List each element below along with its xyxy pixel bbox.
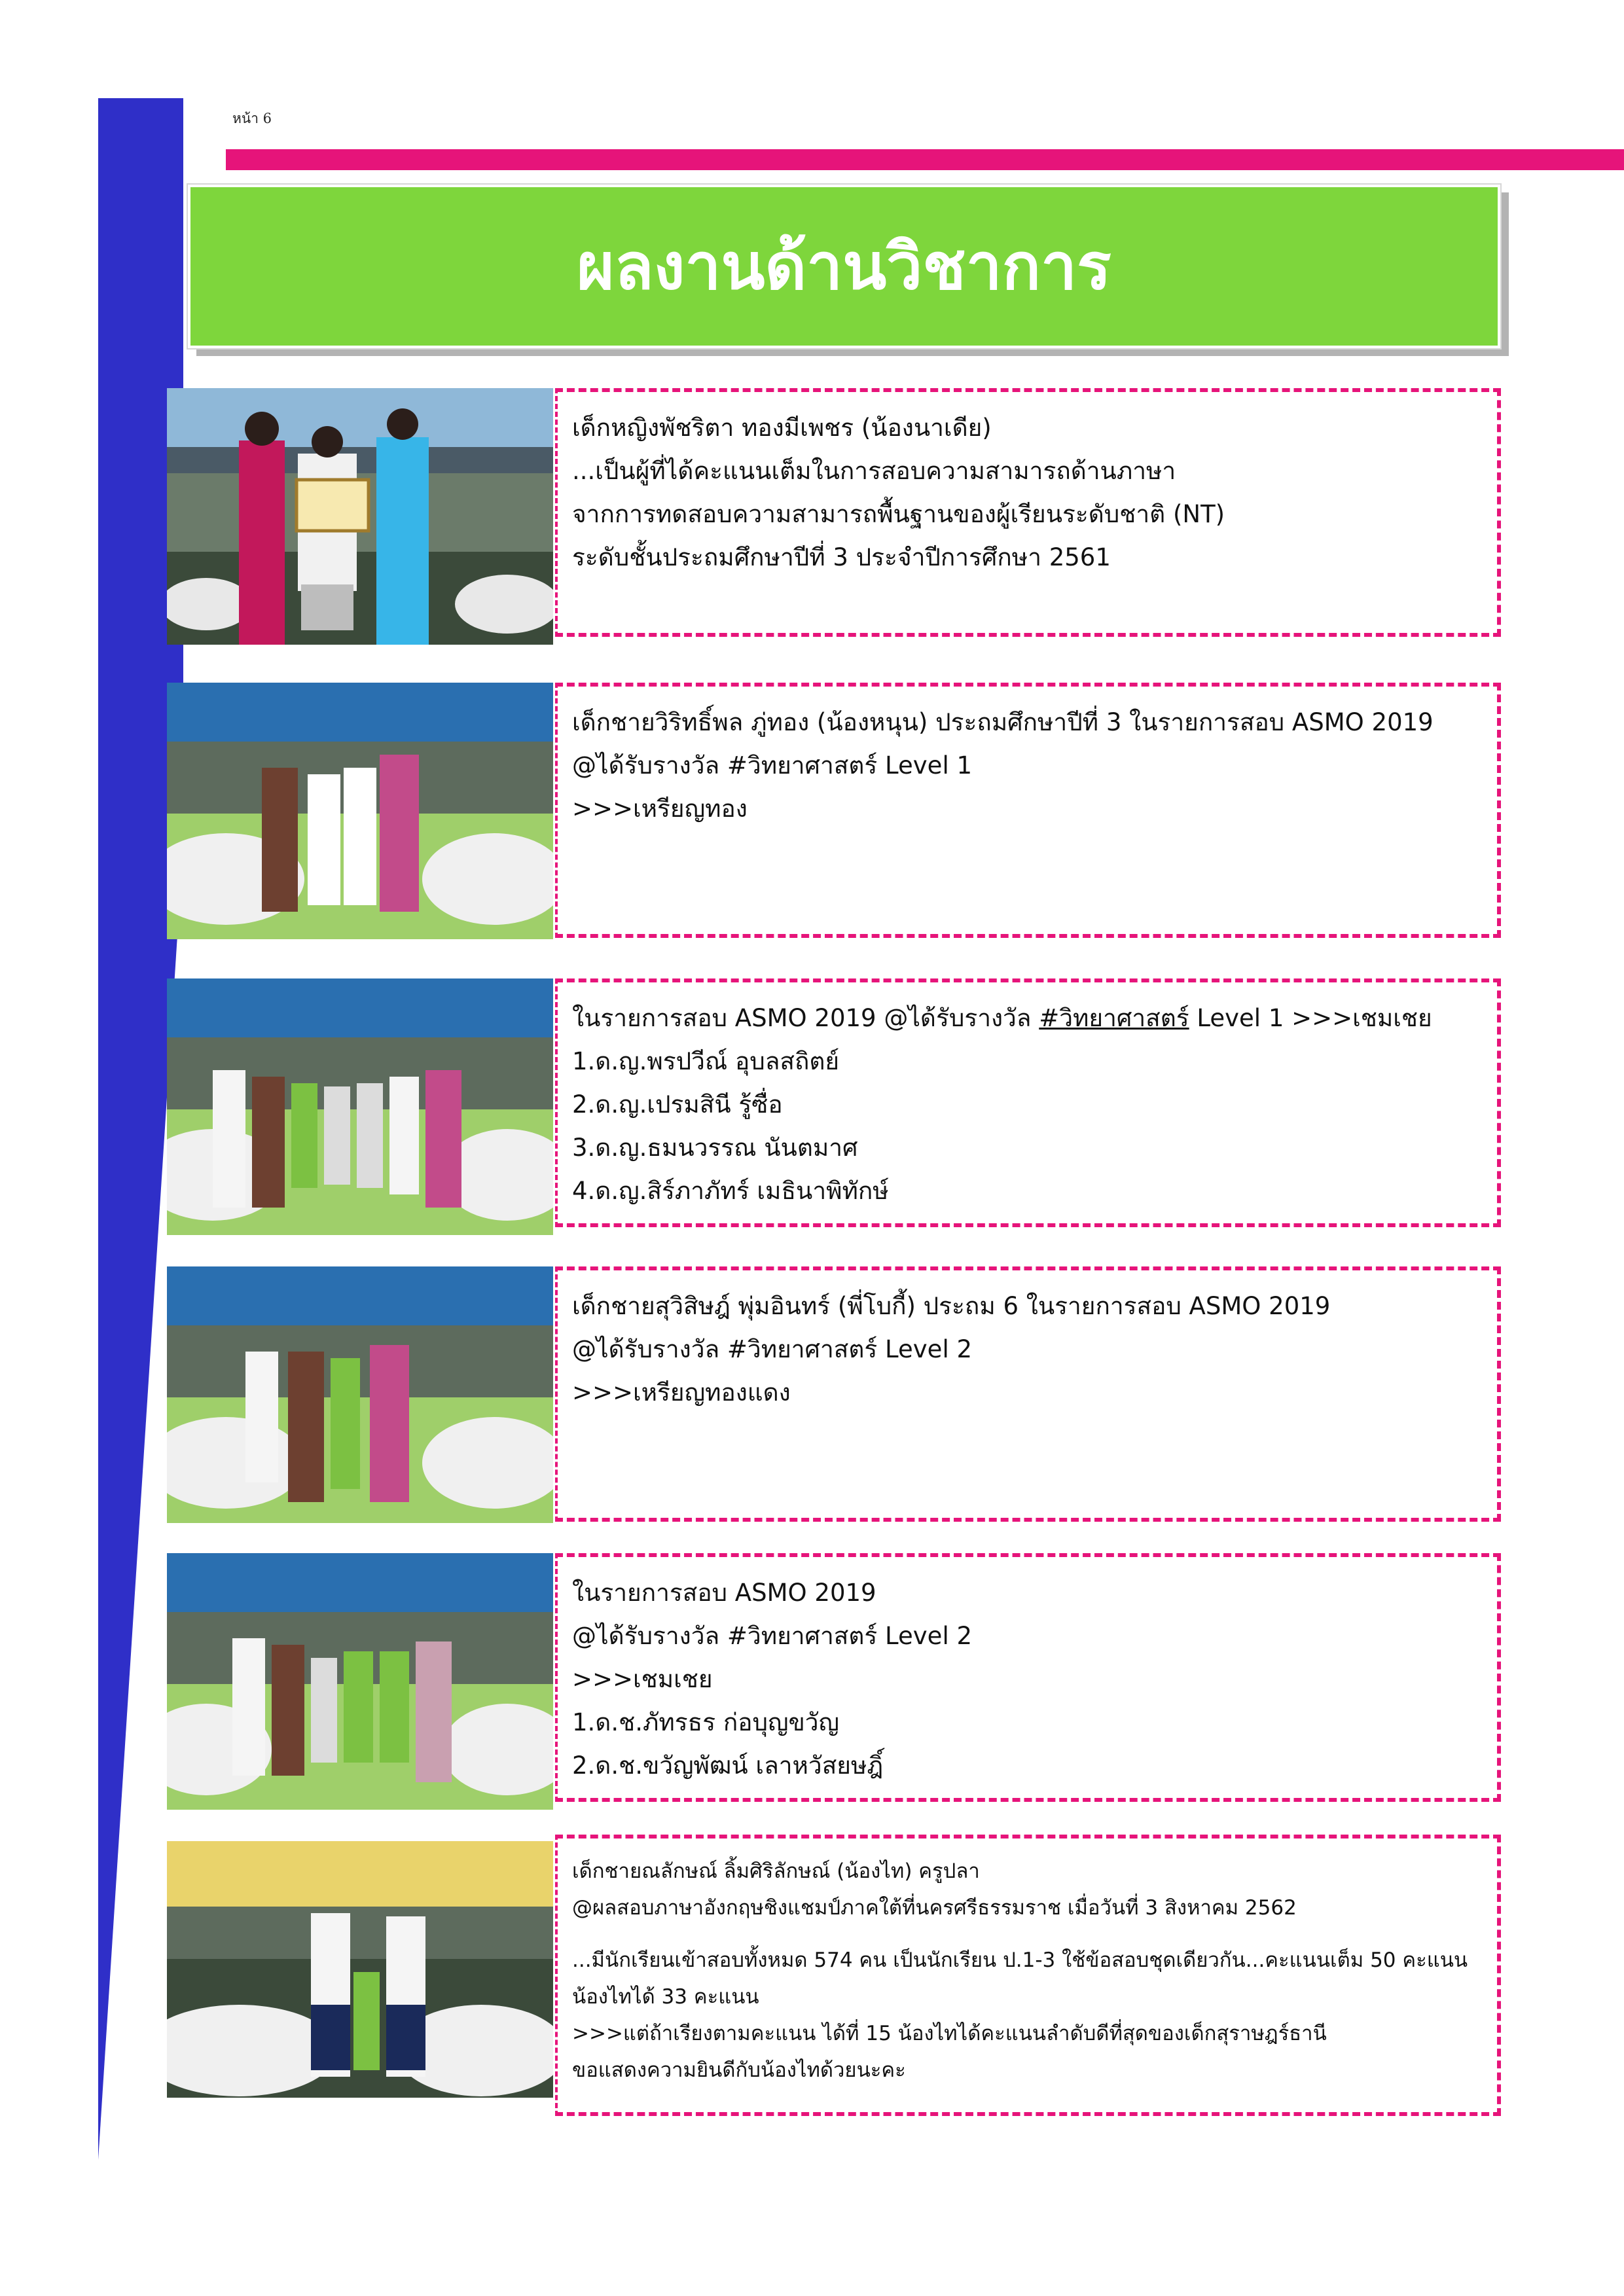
- entry-box-1: [555, 388, 1501, 637]
- entry-5-line-3: >>>เชมเชย: [572, 1665, 713, 1693]
- entry-1-line-2: ...เป็นผู้ที่ได้คะแนนเต็มในการสอบความสามารถด้านภาษา: [572, 457, 1176, 485]
- entry-1-line-4: ระดับชั้นประถมศึกษาปีที่ 3 ประจำปีการศึกษา 2561: [572, 543, 1111, 571]
- entry-4-line-3: >>>เหรียญทองแดง: [572, 1378, 791, 1407]
- asmo-group-photo: [167, 978, 553, 1235]
- english-contest-photo: [167, 1841, 553, 2098]
- entry-box-3: [555, 978, 1501, 1227]
- entry-2-line-3: >>>เหรียญทอง: [572, 795, 748, 823]
- entry-4-line-2: @ได้รับรางวัล #วิทยาศาสตร์ Level 2: [572, 1335, 973, 1363]
- entry-3-line-1-suffix: Level 1 >>>เชมเชย: [1189, 1004, 1432, 1032]
- entry-5-line-4: 1.ด.ช.ภัทรธร ก่อบุญขวัญ: [572, 1708, 840, 1736]
- science-hashtag-link[interactable]: #วิทยาศาสตร์: [1039, 1004, 1189, 1032]
- entry-3-line-1-prefix: ในรายการสอบ ASMO 2019 @ได้รับรางวัล: [572, 1004, 1039, 1032]
- entry-6-line-5: >>>แต่ถ้าเรียงตามคะแนน ได้ที่ 15 น้องไทได้คะแนนลำดับดีที่สุดของเด็กสุราษฎร์ธานี: [572, 2022, 1327, 2045]
- entry-3-line-5: 4.ด.ญ.สิร์ภาภัทร์ เมธินาพิทักษ์: [572, 1177, 889, 1205]
- entry-5-line-1: ในรายการสอบ ASMO 2019: [572, 1579, 876, 1607]
- asmo-level2-group-photo: [167, 1553, 553, 1810]
- title-banner: [188, 185, 1500, 348]
- entry-box-2: [555, 683, 1501, 938]
- entry-2-line-2: @ได้รับรางวัล #วิทยาศาสตร์ Level 1: [572, 751, 973, 780]
- entry-5-line-2: @ได้รับรางวัล #วิทยาศาสตร์ Level 2: [572, 1622, 973, 1650]
- entry-4-line-1: เด็กชายสุวิสิษฎ์ พุ่มอินทร์ (พี่โบกี้) ประถม 6 ในรายการสอบ ASMO 2019: [572, 1292, 1331, 1320]
- entry-3-line-2: 1.ด.ญ.พรปวีณ์ อุบลสถิตย์: [572, 1047, 840, 1075]
- entry-box-5: [555, 1553, 1501, 1802]
- entry-5-line-5: 2.ด.ช.ขวัญพัฒน์ เลาหวัสยษฎิ์: [572, 1751, 884, 1780]
- entry-3-line-4: 3.ด.ญ.ธมนวรรณ นันตมาศ: [572, 1134, 858, 1162]
- entry-1-line-3: จากการทดสอบความสามารถพื้นฐานของผู้เรียนระดับชาติ (NT): [572, 500, 1225, 528]
- page-title: ผลงานด้านวิชาการ: [577, 230, 1111, 304]
- asmo-award-photo: [167, 683, 553, 939]
- entry-1-line-1: เด็กหญิงพัชริตา ทองมีเพชร (น้องนาเดีย): [572, 414, 992, 442]
- asmo-level2-photo: [167, 1266, 553, 1523]
- entry-6-line-1: เด็กชายณลักษณ์ ลิ้มศิริลักษณ์ (น้องไท) ครูปลา: [572, 1859, 980, 1883]
- entry-3-line-1: [572, 997, 1487, 1040]
- pink-header-bar: [226, 149, 1624, 170]
- entry-6-line-4: น้องไทได้ 33 คะแนน: [572, 1985, 759, 2009]
- entry-2-line-1: เด็กชายวิริทธิ์พล ภู่ทอง (น้องหนุน) ประถมศึกษาปีที่ 3 ในรายการสอบ ASMO 2019: [572, 708, 1434, 736]
- entry-box-6: [555, 1835, 1501, 2116]
- page-number: หน้า 6: [232, 111, 272, 126]
- entry-6-line-3: ...มีนักเรียนเข้าสอบทั้งหมด 574 คน เป็นนักเรียน ป.1-3 ใช้ข้อสอบชุดเดียวกัน...คะแนนเต็ม 50 คะแนน: [572, 1948, 1468, 1972]
- entry-6-line-2: @ผลสอบภาษาอังกฤษชิงแชมป์ภาคใต้ที่นครศรีธรรมราช เมื่อวันที่ 3 สิงหาคม 2562: [572, 1896, 1297, 1920]
- entry-3-line-3: 2.ด.ญ.เปรมสินี รู้ซื่อ: [572, 1090, 783, 1119]
- entry-6-line-6: ขอแสดงความยินดีกับน้องไทด้วยนะคะ: [572, 2058, 906, 2082]
- entry-box-4: [555, 1266, 1501, 1522]
- award-ceremony-photo: [167, 388, 553, 645]
